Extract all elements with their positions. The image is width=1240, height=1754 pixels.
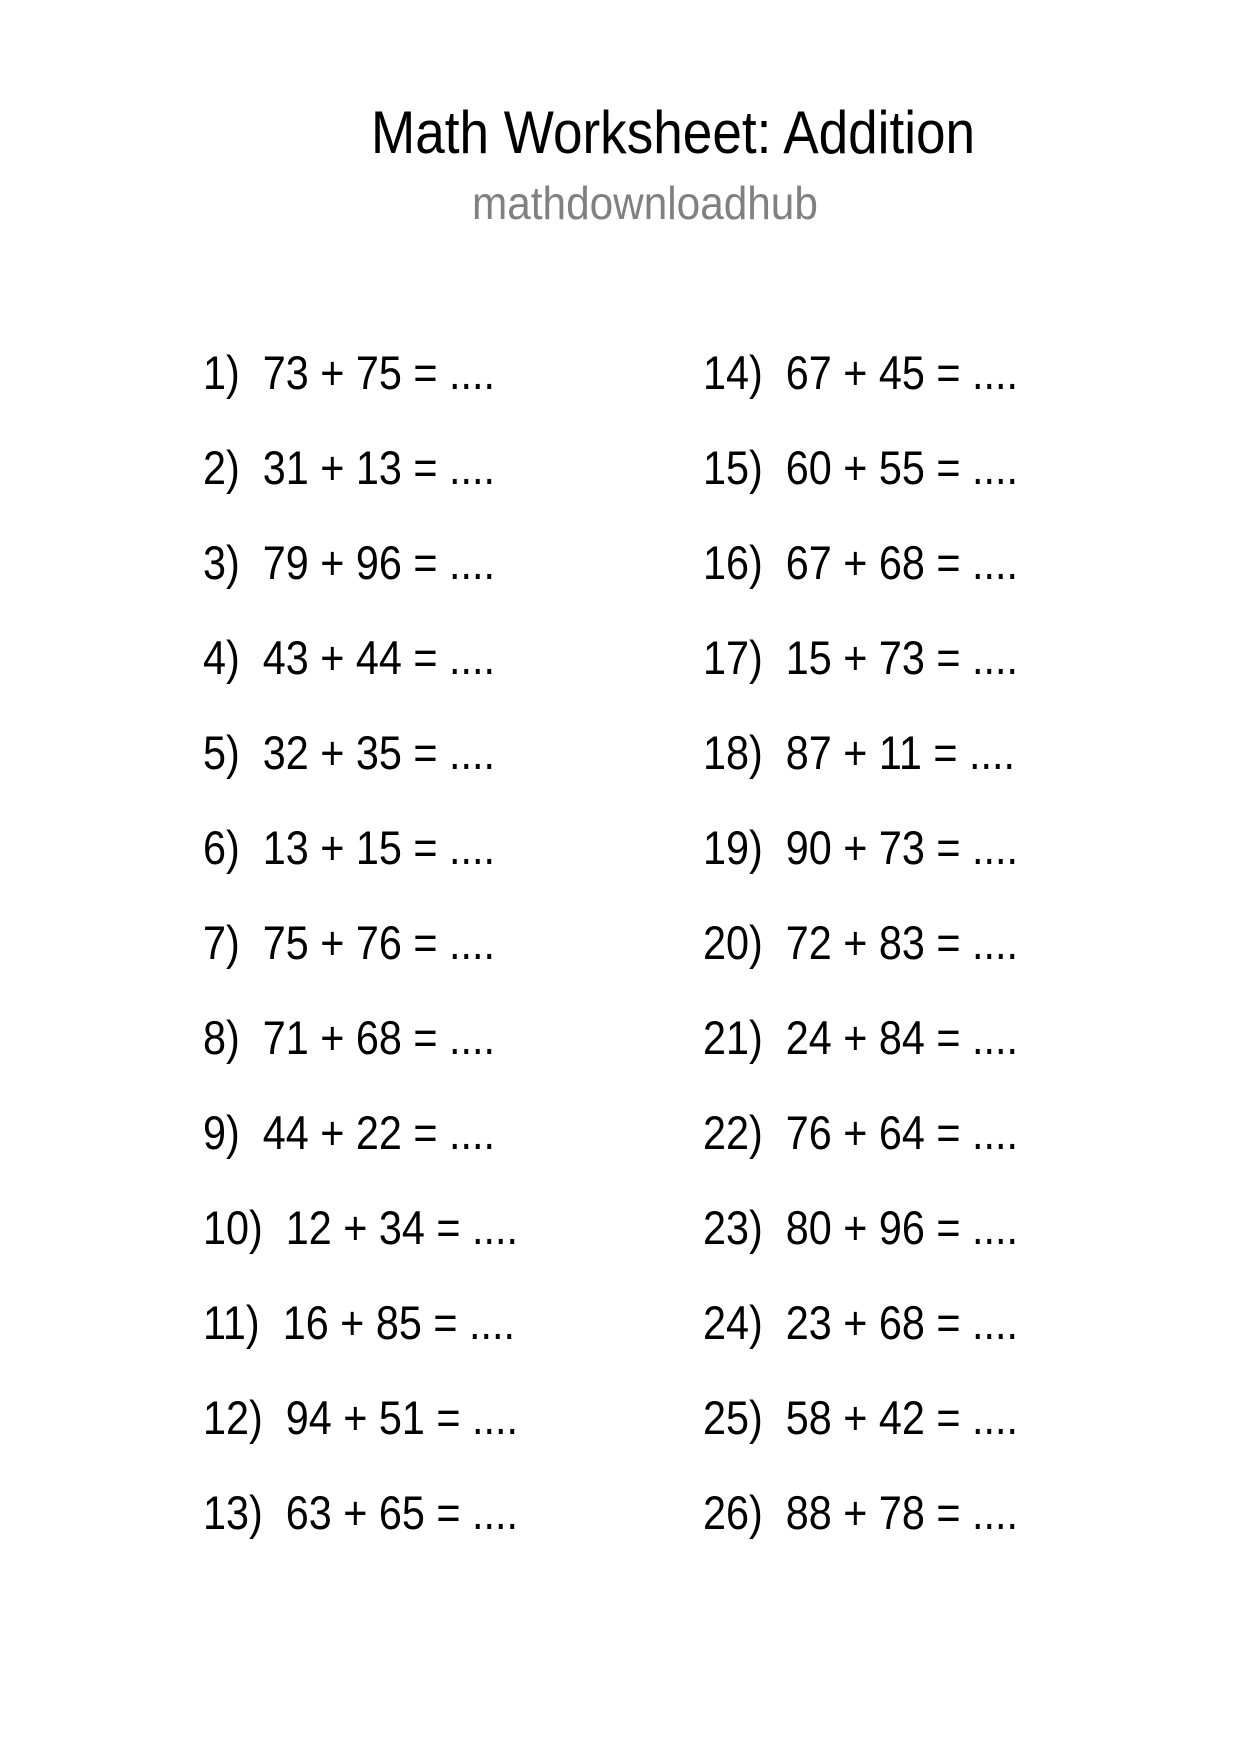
problem-item: 20) 72 + 83 = .... <box>703 916 1019 969</box>
problem-item: 9) 44 + 22 = .... <box>203 1106 496 1159</box>
problem-item: 6) 13 + 15 = .... <box>203 821 496 874</box>
problem-item: 4) 43 + 44 = .... <box>203 631 496 684</box>
problem-item: 15) 60 + 55 = .... <box>703 441 1019 494</box>
problem-item: 26) 88 + 78 = .... <box>703 1486 1019 1539</box>
worksheet-title: Math Worksheet: Addition <box>371 99 976 166</box>
problem-item: 12) 94 + 51 = .... <box>203 1391 519 1444</box>
problem-item: 19) 90 + 73 = .... <box>703 821 1019 874</box>
worksheet-source-label: mathdownloadhub <box>472 177 818 229</box>
problem-item: 2) 31 + 13 = .... <box>203 441 496 494</box>
problem-item: 8) 71 + 68 = .... <box>203 1011 496 1064</box>
problem-item: 22) 76 + 64 = .... <box>703 1106 1019 1159</box>
problem-item: 10) 12 + 34 = .... <box>203 1201 519 1254</box>
problem-item: 18) 87 + 11 = .... <box>703 726 1015 779</box>
problem-item: 3) 79 + 96 = .... <box>203 536 496 589</box>
problem-item: 23) 80 + 96 = .... <box>703 1201 1019 1254</box>
problem-item: 16) 67 + 68 = .... <box>703 536 1019 589</box>
problem-item: 5) 32 + 35 = .... <box>203 726 496 779</box>
problem-item: 25) 58 + 42 = .... <box>703 1391 1019 1444</box>
problem-item: 13) 63 + 65 = .... <box>203 1486 519 1539</box>
problem-item: 7) 75 + 76 = .... <box>203 916 496 969</box>
problem-item: 21) 24 + 84 = .... <box>703 1011 1019 1064</box>
problem-item: 17) 15 + 73 = .... <box>703 631 1019 684</box>
problem-item: 14) 67 + 45 = .... <box>703 346 1019 399</box>
problem-item: 11) 16 + 85 = .... <box>203 1296 515 1349</box>
problem-item: 24) 23 + 68 = .... <box>703 1296 1019 1349</box>
problem-item: 1) 73 + 75 = .... <box>203 346 496 399</box>
